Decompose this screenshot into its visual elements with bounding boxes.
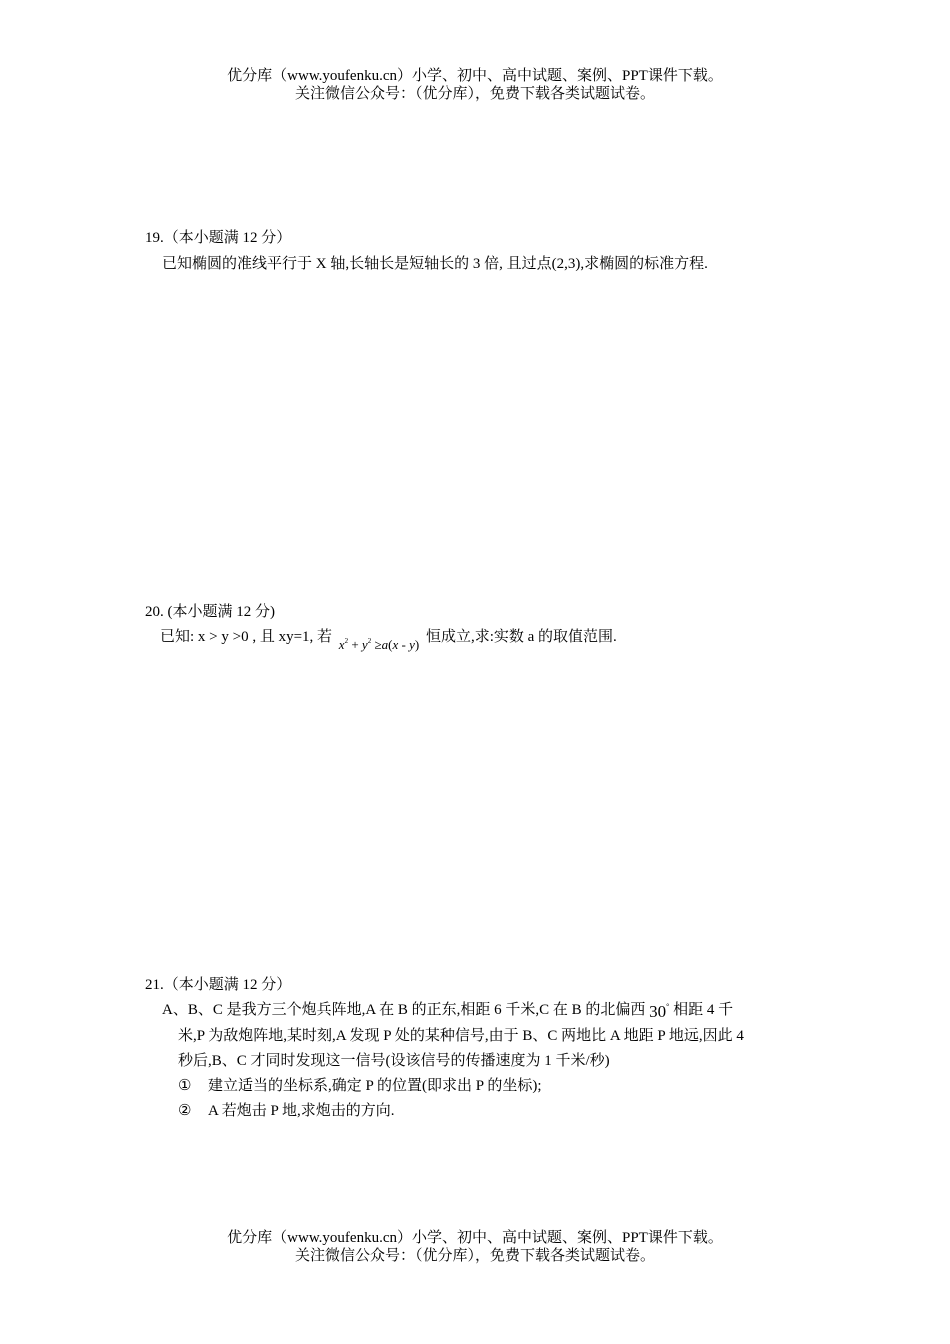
q20-title: 20. (本小题满 12 分) — [145, 604, 275, 620]
q21-title: 21.（本小题满 12 分） — [145, 977, 292, 993]
subitem-marker: ② — [178, 1103, 192, 1119]
q19-body: 已知椭圆的准线平行于 X 轴,长轴长是短轴长的 3 倍, 且过点(2,3),求椭圆的标准方程. — [162, 256, 708, 272]
subitem-text: 建立适当的坐标系,确定 P 的位置(即求出 P 的坐标); — [208, 1078, 542, 1094]
q20-body-prefix: 已知: x > y >0 , 且 xy=1, 若 — [160, 629, 333, 645]
page-footer — [0, 1229, 950, 1265]
q20-body-suffix: 恒成立,求:实数 a 的取值范围. — [425, 629, 617, 645]
q20-body — [160, 625, 617, 652]
footer-line-1: 优分库（www.youfenku.cn）小学、初中、高中试题、案例、PPT课件下载。 — [227, 1230, 723, 1246]
header-line-2: 关注微信公众号：（优分库），免费下载各类试题试卷。 — [294, 86, 655, 102]
q20-inequality: $x^2 + y^2 \ge a(x - y)$ — [338, 637, 420, 652]
subitem-marker: ① — [178, 1078, 192, 1094]
page-header — [0, 67, 950, 103]
q21-subitem-2 — [178, 1099, 395, 1120]
q21-line-3: 秒后,B、C 才同时发现这一信号(设该信号的传播速度为 1 千米/秒) — [178, 1053, 610, 1069]
q19-title: 19.（本小题满 12 分） — [145, 230, 292, 246]
q21-subitem-1 — [178, 1074, 541, 1095]
q21-line-1: A、B、C 是我方三个炮兵阵地,A 在 B 的正东,相距 6 千米,C 在 B 的北偏西 30° 相距 4 千 — [162, 1002, 734, 1021]
footer-line-2: 关注微信公众号：（优分库），免费下载各类试题试卷。 — [294, 1248, 655, 1264]
q21-line-2: 米,P 为敌炮阵地,某时刻,A 发现 P 处的某种信号,由于 B、C 两地比 A 地距 P 地远,因此 4 — [178, 1028, 744, 1044]
angle-value: 30° — [649, 1002, 670, 1021]
header-line-1: 优分库（www.youfenku.cn）小学、初中、高中试题、案例、PPT课件下载。 — [227, 68, 723, 84]
subitem-text: A 若炮击 P 地,求炮击的方向. — [208, 1103, 395, 1119]
